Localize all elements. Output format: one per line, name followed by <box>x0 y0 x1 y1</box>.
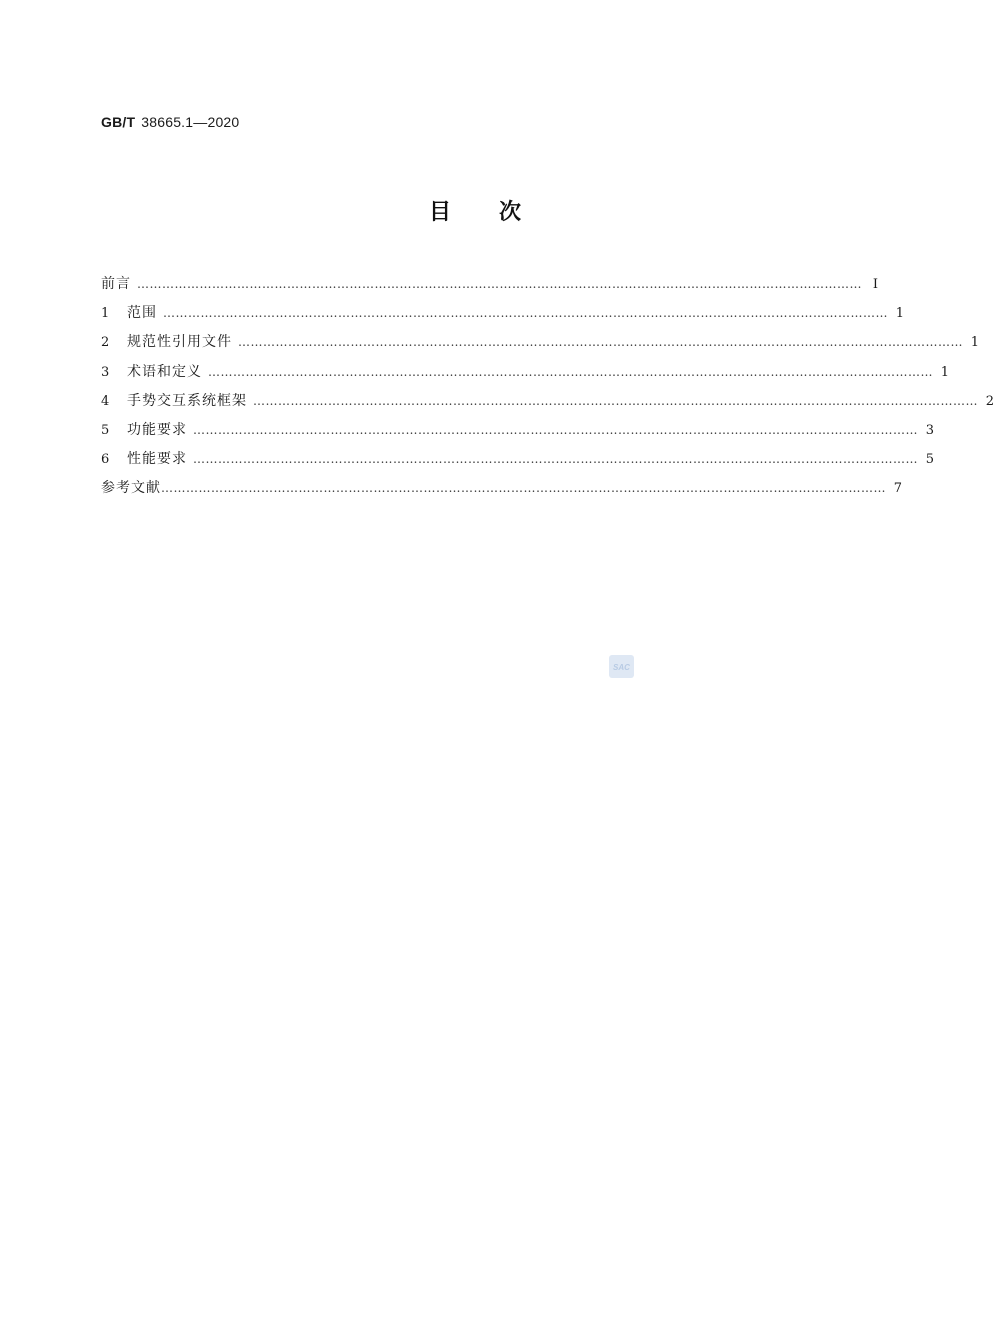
toc-entry-label: 性能要求 <box>127 451 187 468</box>
leader-dots: ………………………………………………………………………………………………………………………………………………………… <box>193 452 918 467</box>
toc-entry-page: 5 <box>925 452 934 468</box>
standard-prefix: GB/T <box>101 114 136 130</box>
toc-entry-performance-requirements[interactable] <box>101 448 934 477</box>
toc-entry-bibliography[interactable] <box>101 477 902 506</box>
toc-entry-normative-references[interactable] <box>101 331 979 360</box>
toc-entry-page: 1 <box>895 306 904 322</box>
leader-dots: ………………………………………………………………………………………………………………………………………………………… <box>208 364 933 379</box>
toc-entry-page: 3 <box>925 422 934 438</box>
toc-entry-foreword[interactable] <box>101 273 878 302</box>
toc-entry-page: 1 <box>970 335 979 351</box>
toc-entry-number: 5 <box>101 422 110 438</box>
toc-entry-number: 2 <box>101 335 110 351</box>
toc-entry-label: 手势交互系统框架 <box>127 392 247 409</box>
toc-title: 目次 <box>428 200 569 225</box>
toc-entry-label: 范围 <box>127 305 157 322</box>
toc-entry-framework[interactable] <box>101 390 994 419</box>
sac-watermark-logo <box>609 655 634 678</box>
leader-dots: ………………………………………………………………………………………………………………………………………………………… <box>253 393 978 408</box>
toc-entry-page: 1 <box>940 364 949 380</box>
standard-code: 38665.1—2020 <box>141 114 240 130</box>
leader-dots: ………………………………………………………………………………………………………………………………………………………… <box>161 481 886 496</box>
toc-entry-number: 1 <box>101 306 110 322</box>
toc-entry-number: 6 <box>101 452 110 468</box>
toc-entry-label: 规范性引用文件 <box>127 334 232 351</box>
toc-entry-scope[interactable] <box>101 302 904 331</box>
leader-dots: ………………………………………………………………………………………………………………………………………………………… <box>137 277 862 291</box>
leader-dots: ………………………………………………………………………………………………………………………………………………………… <box>163 306 888 321</box>
standard-number <box>101 114 239 130</box>
table-of-contents <box>101 273 994 507</box>
toc-entry-page: Ⅰ <box>872 277 878 292</box>
toc-entry-label: 术语和定义 <box>127 363 202 380</box>
toc-entry-terms-definitions[interactable] <box>101 361 949 390</box>
svg-text:SAC: SAC <box>613 663 630 672</box>
toc-entry-label: 前言 <box>101 276 131 292</box>
leader-dots: ………………………………………………………………………………………………………………………………………………………… <box>193 422 918 437</box>
toc-entry-label: 参考文献 <box>101 480 161 497</box>
toc-entry-label: 功能要求 <box>127 421 187 438</box>
toc-entry-functional-requirements[interactable] <box>101 419 934 448</box>
toc-entry-number: 3 <box>101 364 110 380</box>
toc-entry-page: 2 <box>985 393 994 409</box>
leader-dots: ………………………………………………………………………………………………………………………………………………………… <box>238 335 963 350</box>
toc-entry-page: 7 <box>893 481 902 497</box>
toc-entry-number: 4 <box>101 393 110 409</box>
